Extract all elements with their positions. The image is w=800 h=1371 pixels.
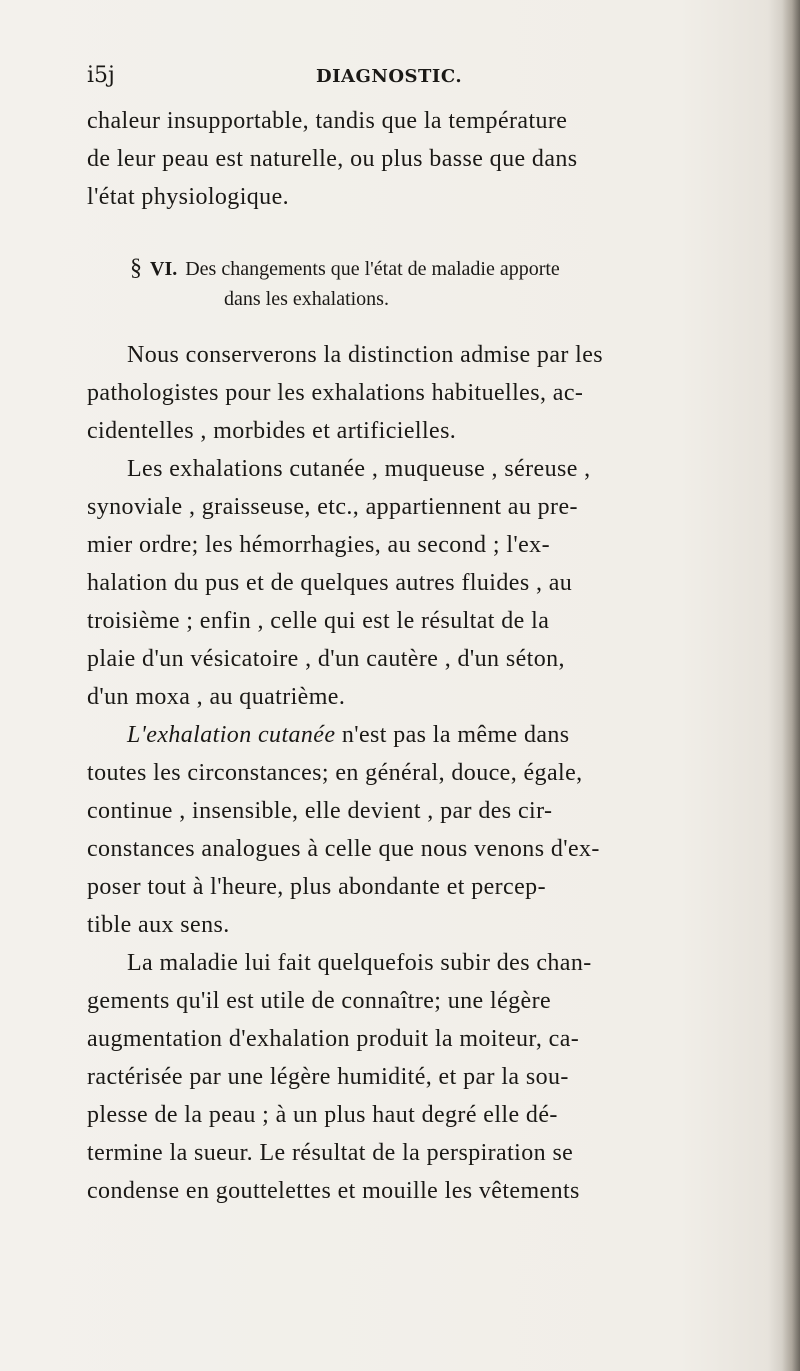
running-title: DIAGNOSTIC. bbox=[316, 66, 463, 87]
section-number: VI. bbox=[150, 258, 178, 280]
text-line: Nous conserverons la distinction admise par les bbox=[127, 342, 604, 368]
text-line: mier ordre; les hémorrhagies, au second ; l'ex- bbox=[87, 532, 550, 558]
text-line: de leur peau est naturelle, ou plus basse que dans bbox=[87, 146, 578, 172]
text-line: toutes les circonstances; en général, douce, égale, bbox=[87, 760, 583, 786]
text-line: l'état physiologique. bbox=[87, 184, 290, 210]
text-line: poser tout à l'heure, plus abondante et percep- bbox=[87, 874, 546, 900]
paragraph-1 bbox=[87, 336, 713, 450]
text-line: plesse de la peau ; à un plus haut degré elle dé- bbox=[87, 1102, 558, 1128]
text-line: synoviale , graisseuse, etc., appartiennent au pre- bbox=[87, 494, 578, 520]
text-line: termine la sueur. Le résultat de la perspiration se bbox=[87, 1140, 574, 1166]
text-line bbox=[87, 716, 713, 754]
italic-term: L'exhalation cutanée bbox=[127, 722, 336, 748]
text-line: halation du pus et de quelques autres fluides , au bbox=[87, 570, 573, 596]
text-line: d'un moxa , au quatrième. bbox=[87, 684, 346, 710]
section-heading bbox=[130, 253, 710, 314]
paragraph-3 bbox=[87, 716, 713, 944]
section-title-part-1: Des changements que l'état de maladie apporte bbox=[185, 258, 560, 280]
text-line: chaleur insupportable, tandis que la température bbox=[87, 108, 568, 134]
text-line: constances analogues à celle que nous venons d'ex- bbox=[87, 836, 600, 862]
paragraph-2 bbox=[87, 450, 713, 716]
section-symbol: § bbox=[130, 255, 142, 281]
text-line: continue , insensible, elle devient , par des cir- bbox=[87, 798, 553, 824]
text-line: pathologistes pour les exhalations habituelles, ac- bbox=[87, 380, 584, 406]
text-line: plaie d'un vésicatoire , d'un cautère , d'un séton, bbox=[87, 646, 565, 672]
text-line: La maladie lui fait quelquefois subir des chan- bbox=[127, 950, 592, 976]
page-edge-shadow bbox=[782, 0, 800, 1371]
text-line: troisième ; enfin , celle qui est le résultat de la bbox=[87, 608, 550, 634]
continued-paragraph bbox=[87, 102, 713, 216]
text-line: tible aux sens. bbox=[87, 912, 230, 938]
paragraph-4 bbox=[87, 944, 713, 1210]
page-number: i5j bbox=[87, 63, 115, 88]
text-line: ractérisée par une légère humidité, et par la sou- bbox=[87, 1064, 569, 1090]
text-fragment: n'est pas la même dans bbox=[335, 722, 570, 748]
body-text bbox=[87, 336, 713, 1210]
section-heading-line-1 bbox=[130, 253, 710, 284]
text-line: condense en gouttelettes et mouille les vêtements bbox=[87, 1178, 580, 1204]
running-header bbox=[87, 62, 707, 90]
text-line: Les exhalations cutanée , muqueuse , séreuse , bbox=[127, 456, 591, 482]
text-line: cidentelles , morbides et artificielles. bbox=[87, 418, 457, 444]
text-line: augmentation d'exhalation produit la moiteur, ca- bbox=[87, 1026, 580, 1052]
text-line: gements qu'il est utile de connaître; une légère bbox=[87, 988, 552, 1014]
section-title-part-2: dans les exhalations. bbox=[224, 288, 389, 310]
